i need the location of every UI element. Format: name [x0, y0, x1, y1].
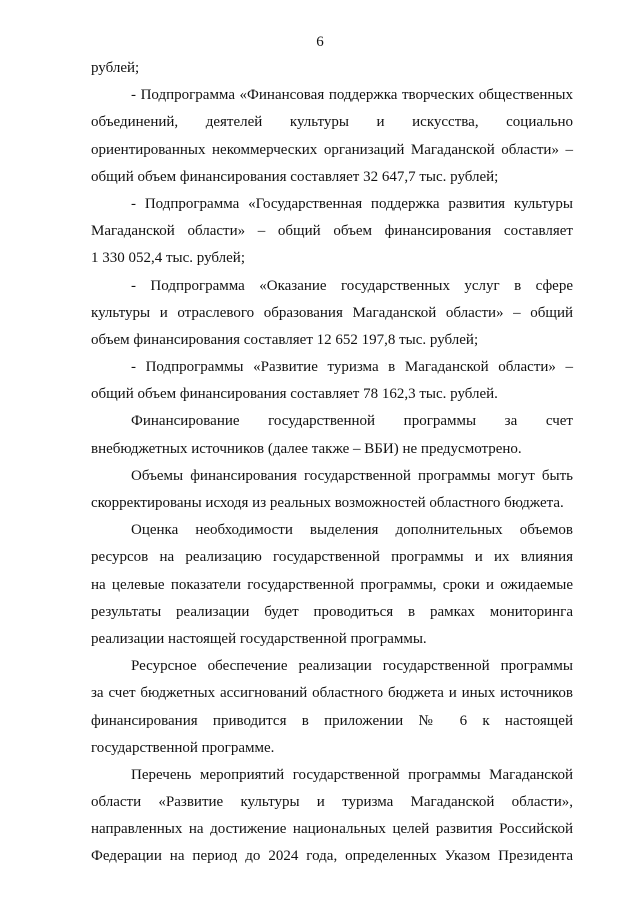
text-line: Оценка необходимости выделения дополнительных объемов [131, 522, 573, 539]
text-line: - Подпрограммы «Развитие туризма в Магаданской области» – [131, 359, 573, 376]
document-body [91, 55, 573, 871]
text-line: рублей; [91, 60, 140, 76]
text-line: Ресурсное обеспечение реализации государственной программы [131, 658, 573, 675]
text-line: финансирования приводится в приложении № 6 к настоящей [91, 712, 573, 729]
text-line: - Подпрограмма «Финансовая поддержка творческих общественных [131, 87, 573, 104]
text-line: скорректированы исходя из реальных возможностей областного бюджета. [91, 495, 564, 511]
text-line: государственной программе. [91, 739, 275, 756]
page-number: 6 [316, 34, 324, 50]
text-line: за счет бюджетных ассигнований областного бюджета и иных источников [91, 685, 573, 702]
text-line: Перечень мероприятий государственной программы Магаданской [131, 766, 573, 783]
text-line: - Подпрограмма «Оказание государственных услуг в сфере [131, 277, 573, 294]
text-line: ресурсов на реализацию государственной программы и их влияния [91, 549, 573, 566]
text-line: направленных на достижение национальных целей развития Российской [91, 821, 573, 838]
text-line: культуры и отраслевого образования Магаданской области» – общий [91, 304, 573, 321]
text-line: 1 330 052,4 тыс. рублей; [91, 250, 245, 267]
text-line: внебюджетных источников (далее также – ВБИ) не предусмотрено. [91, 440, 522, 457]
text-line: ориентированных некоммерческих организаций Магаданской области» – [91, 141, 573, 158]
text-line: Федерации на период до 2024 года, определенных Указом Президента [91, 848, 573, 865]
text-line: объем финансирования составляет 12 652 197,8 тыс. рублей; [91, 331, 479, 348]
text-line: области «Развитие культуры и туризма Магаданской области», [91, 794, 573, 811]
text-line: общий объем финансирования составляет 32 647,7 тыс. рублей; [91, 168, 499, 185]
text-line: Магаданской области» – общий объем финансирования составляет [91, 223, 573, 240]
text-line: на целевые показатели государственной программы, сроки и ожидаемые [91, 576, 573, 593]
text-line: - Подпрограмма «Государственная поддержка развития культуры [131, 195, 573, 212]
text-line: реализации настоящей государственной программы. [91, 630, 427, 647]
text-line: результаты реализации будет проводиться в рамках мониторинга [91, 603, 573, 620]
text-line: Финансирование государственной программы за счет [131, 413, 573, 430]
text-line: Объемы финансирования государственной программы могут быть [131, 467, 573, 484]
text-line: общий объем финансирования составляет 78 162,3 тыс. рублей. [91, 386, 498, 403]
text-line: объединений, деятелей культуры и искусства, социально [91, 114, 573, 131]
